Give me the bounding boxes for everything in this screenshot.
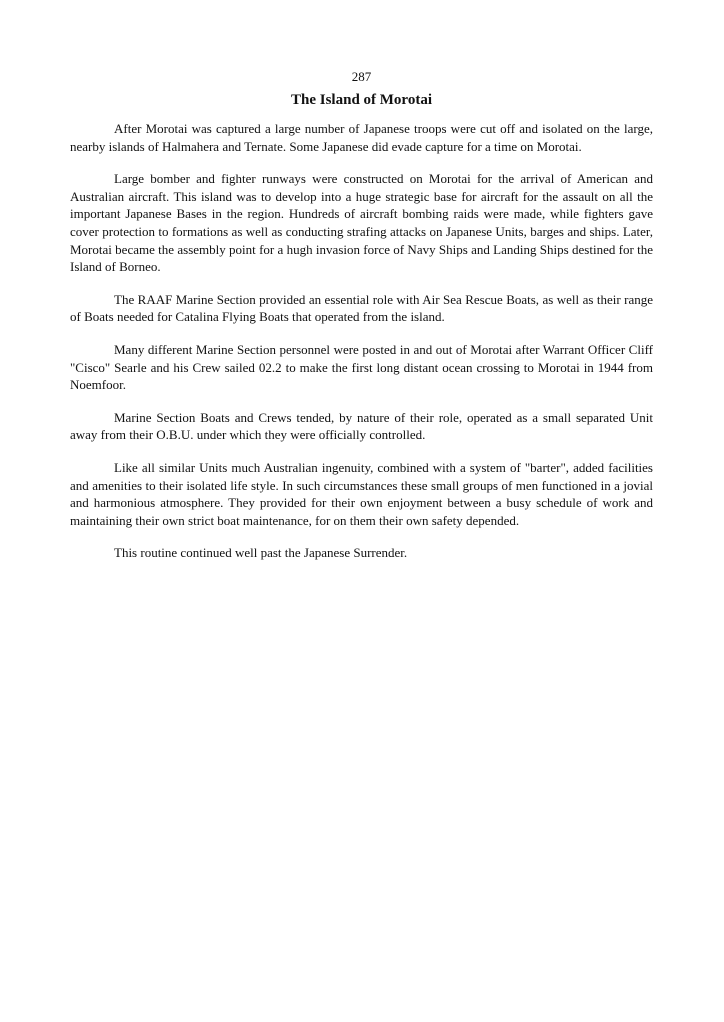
paragraph-captured: After Morotai was captured a large number of Japanese troops were cut off and isolated on the large, nearby islands of Halmahera and Ternate. Some Japanese did evade capture for a time on Morotai. bbox=[70, 121, 653, 154]
paragraph-marine-section: The RAAF Marine Section provided an essential role with Air Sea Rescue Boats, as well as their range of Boats needed for Catalina Flying Boats that operated from the island. bbox=[70, 291, 653, 325]
paragraph-ingenuity: Like all similar Units much Australian ingenuity, combined with a system of "barter", added facilities and amenities to their isolated life style. In such circumstances these small groups of men functioned in a jovial and harmonious atmosphere. They provided for their own enjoyment between a busy schedule of work and maintaining their own strict boat maintenance, for on them their own safety depended. bbox=[70, 459, 653, 528]
body-text bbox=[70, 120, 653, 562]
document-page bbox=[70, 0, 653, 577]
page-number: 287 bbox=[351, 69, 372, 84]
page-title: The Island of Morotai bbox=[291, 92, 432, 108]
paragraph-routine: This routine continued well past the Japanese Surrender. bbox=[114, 545, 408, 561]
paragraph-boats-crews: Marine Section Boats and Crews tended, by nature of their role, operated as a small separated Unit away from their O.B.U. under which they were officially controlled. bbox=[70, 409, 653, 443]
paragraph-runways: Large bomber and fighter runways were constructed on Morotai for the arrival of American and Australian aircraft. This island was to develop into a huge strategic base for aircraft for the assault on all the important Japanese Bases in the region. Hundreds of aircraft bombing raids were made, while fighters gave cover protection to formations as well as conducting strafing attacks on Japanese Units, barges and ships. Later, Morotai became the assembly point for a hugh invasion force of Navy Ships and Landing Ships destined for the Island of Borneo. bbox=[70, 171, 653, 275]
paragraph-personnel: Many different Marine Section personnel were posted in and out of Morotai after Warrant Officer Cliff "Cisco" Searle and his Crew sailed 02.2 to make the first long distant ocean crossing to Morotai in 1944 from Noemfoor. bbox=[70, 341, 653, 393]
